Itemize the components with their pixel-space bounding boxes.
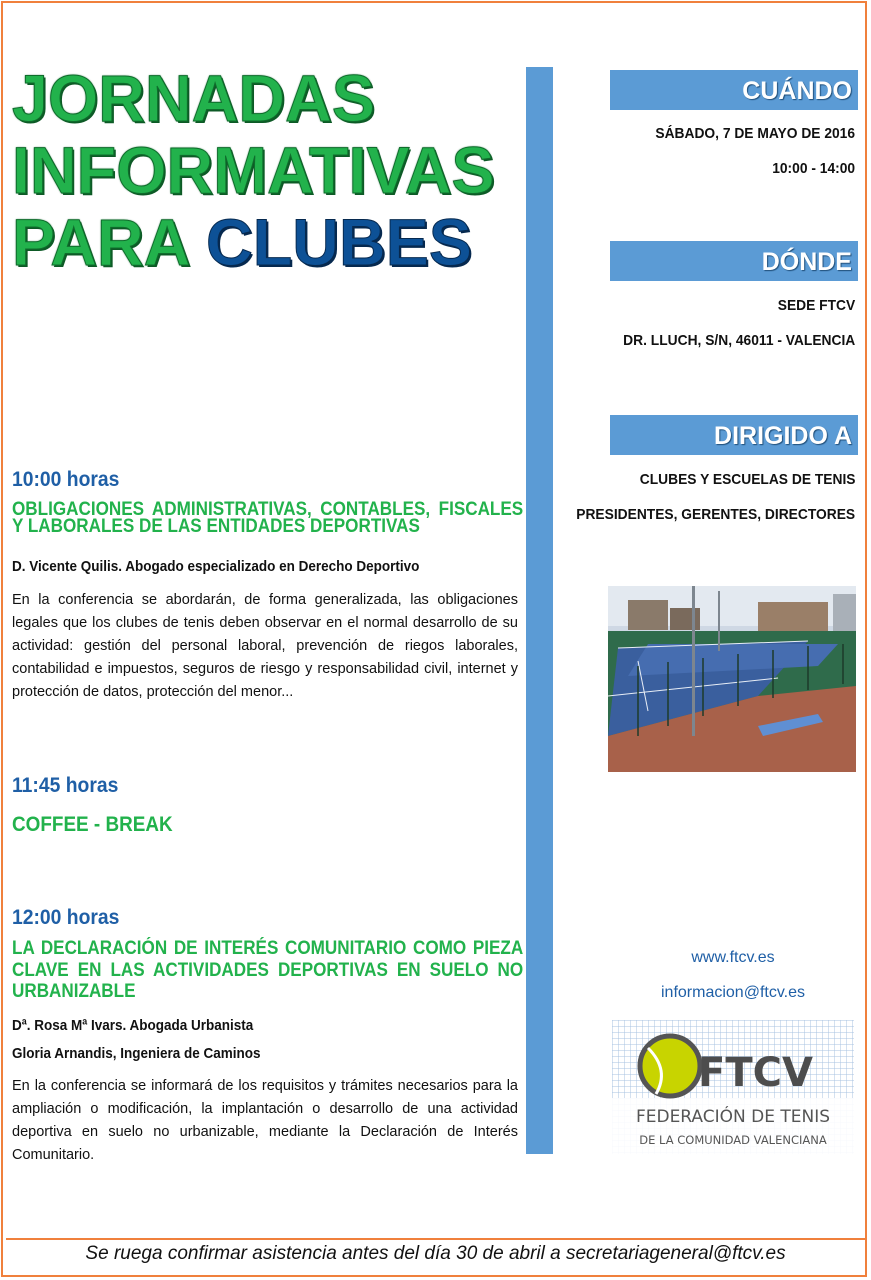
logo-mark: FTCV [698,1050,813,1096]
audience-line-2: PRESIDENTES, GERENTES, DIRECTORES [576,506,855,523]
title-line-3 [12,206,495,278]
session-1-time: 10:00 horas [12,468,120,491]
ftcv-logo [612,1020,854,1154]
website-link[interactable]: www.ftcv.es [691,949,775,966]
session-3-title-line-1: LA DECLARACIÓN DE INTERÉS COMUNITARIO COMO PIEZA [12,938,524,959]
title-clubes: CLUBES [206,205,472,279]
vertical-divider [526,67,553,1154]
venue-name: SEDE FTCV [777,297,855,314]
logo-name-line-2: DE LA COMUNIDAD VALENCIANA [639,1133,827,1147]
logo-name-line-1: FEDERACIÓN DE TENIS [635,1107,831,1127]
email-link[interactable]: informacion@ftcv.es [661,984,805,1001]
session-1-description: En la conferencia se abordarán, de forma generalizada, las obligaciones legales que los clubes de tenis deben observar en el normal desarrollo de su actividad: gestión del personal laboral, prevención de riegos laborales, contabilidad e impuestos, seguros de riesgo y responsabilidad civil, internet y protección de datos, protección del menor... [12,592,518,700]
footer-divider [6,1238,866,1240]
coffee-text: COFFEE - [12,813,106,836]
session-3-description: En la conferencia se informará de los requisitos y trámites necesarios para la ampliación o modificación, la implantación o desarrollo de una actividad deportiva en suelo no urbanizable, mediante la Declaración de Interés Comunitario. [12,1078,518,1163]
session-1-speaker: D. Vicente Quilis. Abogado especializado en Derecho Deportivo [12,558,420,575]
session-1-title-line-2: Y LABORALES DE LAS ENTIDADES DEPORTIVAS [12,516,420,537]
title-line-2: INFORMATIVAS [12,133,495,207]
session-1-title-line-1: OBLIGACIONES ADMINISTRATIVAS, CONTABLES, FISCALES [12,499,524,520]
where-header: DÓNDE [610,241,858,281]
event-title [12,62,495,278]
venue-address: DR. LLUCH, S/N, 46011 - VALENCIA [622,332,855,349]
event-date: SÁBADO, 7 DE MAYO DE 2016 [655,125,855,142]
break-text: BREAK [105,813,173,836]
session-3-speaker-2: Gloria Arnandis, Ingeniera de Caminos [12,1045,261,1062]
when-header: CUÁNDO [610,70,858,110]
session-3-title-line-2: CLAVE EN LAS ACTIVIDADES DEPORTIVAS EN SUELO NO [12,960,524,981]
coffee-break [12,813,173,837]
event-hours: 10:00 - 14:00 [772,160,855,177]
title-line-1: JORNADAS [12,61,375,135]
rsvp-note: Se ruega confirmar asistencia antes del día 30 de abril a secretariageneral@ftcv.es [85,1243,786,1264]
session-3-time: 12:00 horas [12,906,120,929]
audience-header: DIRIGIDO A [610,415,858,455]
session-3-title-line-3: URBANIZABLE [12,981,136,1002]
session-3-speaker-1: Dª. Rosa Mª Ivars. Abogada Urbanista [12,1017,254,1034]
tennis-courts-photo [608,586,856,772]
audience-line-1: CLUBES Y ESCUELAS DE TENIS [639,471,855,488]
title-para: PARA [12,205,189,279]
session-2-time: 11:45 horas [12,774,119,797]
